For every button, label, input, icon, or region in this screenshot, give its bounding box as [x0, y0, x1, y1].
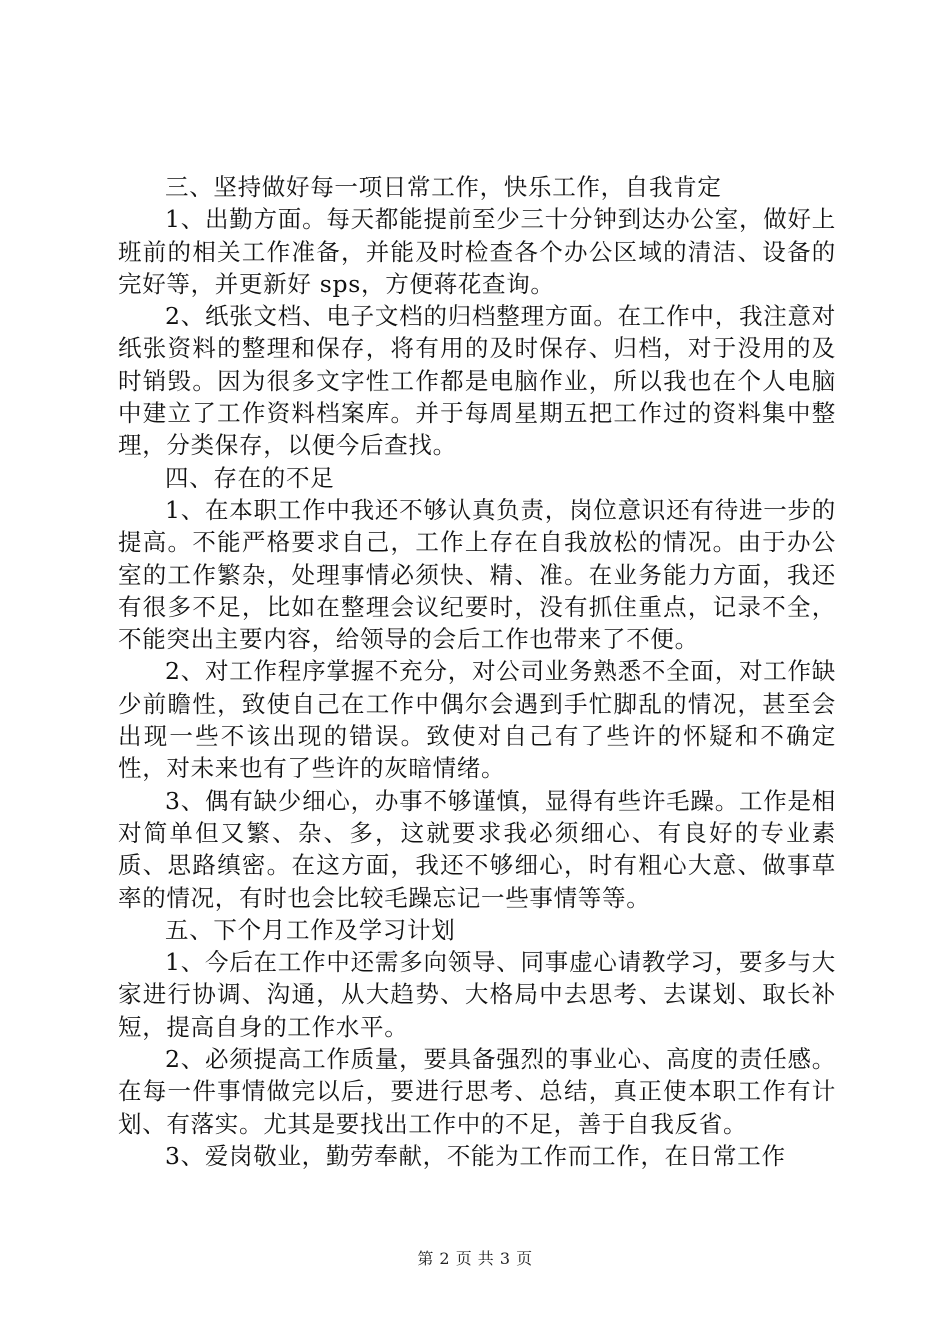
- paragraph-plan-1: 1、今后在工作中还需多向领导、同事虚心请教学习，要多与大家进行协调、沟通，从大趋势、大格局中去思考、去谋划、取长补短，提高自身的工作水平。: [118, 948, 836, 1041]
- paragraph-plan-3: 3、爱岗敬业，勤劳奉献，不能为工作而工作，在日常工作: [165, 1141, 786, 1170]
- paragraph-archiving: 2、纸张文档、电子文档的归档整理方面。在工作中，我注意对纸张资料的整理和保存，将有用的及时保存、归档，对于没用的及时销毁。因为很多文字性工作都是电脑作业，所以我也在个人电脑中建立了工作资料档案库。并于每周星期五把工作过的资料集中整理，分类保存，以便今后查找。: [118, 302, 836, 460]
- paragraph-shortcoming-2: 2、对工作程序掌握不充分，对公司业务熟悉不全面，对工作缺少前瞻性，致使自己在工作中偶尔会遇到手忙脚乱的情况，甚至会出现一些不该出现的错误。致使对自己有了些许的怀疑和不确定性，对未来也有了些许的灰暗情绪。: [118, 657, 836, 783]
- page-number-footer: 第 2 页 共 3 页: [417, 1249, 533, 1268]
- section-heading-5: 五、下个月工作及学习计划: [165, 915, 456, 944]
- paragraph-plan-2: 2、必须提高工作质量，要具备强烈的事业心、高度的责任感。在每一件事情做完以后，要进行思考、总结，真正使本职工作有计划、有落实。尤其是要找出工作中的不足，善于自我反省。: [118, 1045, 836, 1138]
- section-heading-3: 三、坚持做好每一项日常工作，快乐工作，自我肯定: [165, 173, 722, 201]
- paragraph-shortcoming-3: 3、偶有缺少细心，办事不够谨慎，显得有些许毛躁。工作是相对简单但又繁、杂、多，这就要求我必须细心、有良好的专业素质、思路缜密。在这方面，我还不够细心，时有粗心大意、做事草率的情况，有时也会比较毛躁忘记一些事情等等。: [118, 786, 836, 912]
- paragraph-shortcoming-1: 1、在本职工作中我还不够认真负责，岗位意识还有待进一步的提高。不能严格要求自己，工作上存在自我放松的情况。由于办公室的工作繁杂，处理事情必须快、精、准。在业务能力方面，我还有很多不足，比如在整理会议纪要时，没有抓住重点，记录不全，不能突出主要内容，给领导的会后工作也带来了不便。: [118, 495, 836, 654]
- section-heading-4: 四、存在的不足: [165, 463, 335, 492]
- document-body: [118, 171, 836, 1172]
- paragraph-attendance: 1、出勤方面。每天都能提前至少三十分钟到达办公室，做好上班前的相关工作准备，并能及时检查各个办公区域的清洁、设备的完好等，并更新好 sps，方便蒋花查询。: [118, 205, 836, 298]
